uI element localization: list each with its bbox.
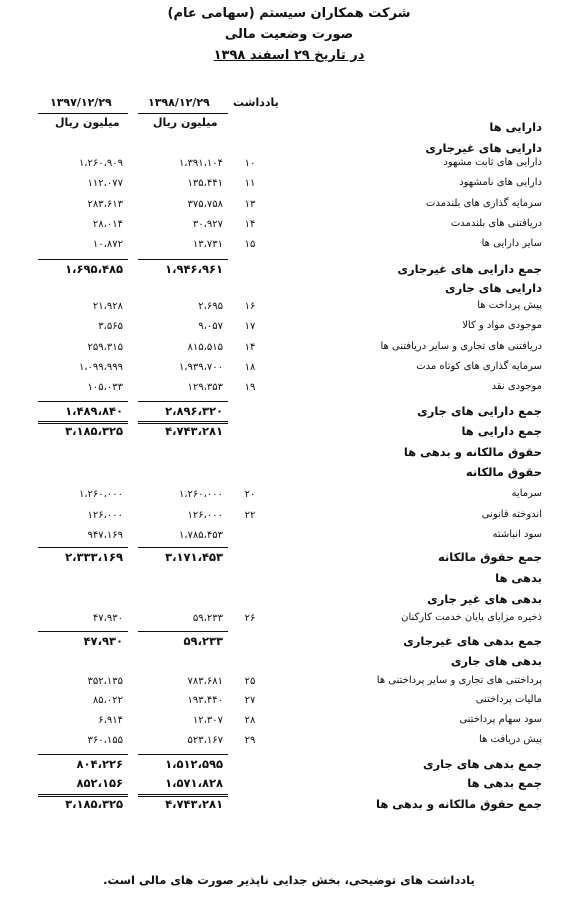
statement-section-row: [0, 571, 578, 591]
row-label: دارایی های غیرجاری: [425, 141, 542, 155]
value-current-year: ۱۲،۳۰۷: [192, 715, 223, 726]
row-note-number: ۱۶: [244, 301, 256, 312]
row-label: سرمایه گذاری های کوتاه مدت: [416, 361, 542, 372]
statement-line-row: [0, 218, 578, 238]
statement-title: صورت وضعیت مالی: [224, 27, 354, 42]
prior-year-underline: [38, 113, 128, 114]
current-total-rule: [138, 547, 228, 548]
value-current-year: ۱۳۵،۴۴۱: [187, 178, 223, 189]
statement-line-row: [0, 675, 578, 695]
row-label: مالیات پرداختنی: [475, 694, 542, 705]
current-year-underline: [138, 113, 228, 114]
statement-section-row: [0, 654, 578, 674]
value-current-year: ۳۰،۹۲۷: [192, 219, 223, 230]
statement-line-row: [0, 381, 578, 401]
column-header-note: یادداشت: [233, 96, 279, 109]
row-label: سایر دارایی ها: [481, 238, 542, 249]
statement-section-row: [0, 776, 578, 796]
row-label: پرداختنی های تجاری و سایر پرداختنی ها: [376, 675, 542, 686]
value-current-year: ۱،۵۱۲،۵۹۵: [165, 757, 223, 771]
statement-section-row: [0, 550, 578, 570]
row-label: سرمایه گذاری های بلندمدت: [426, 198, 542, 209]
prior-total-rule: [38, 754, 128, 755]
row-label: سود سهام پرداختنی: [459, 714, 542, 725]
company-name: شرکت همکاران سیستم (سهامی عام): [167, 6, 411, 21]
row-label: جمع حقوق مالکانه و بدهی ها: [376, 797, 542, 811]
statement-line-row: [0, 341, 578, 361]
value-current-year: ۲،۶۹۵: [198, 301, 223, 312]
row-label: پیش دریافت ها: [479, 734, 542, 745]
value-prior-year: ۸۵۲،۱۵۶: [76, 776, 123, 790]
value-prior-year: ۲۸،۰۱۴: [92, 219, 123, 230]
row-note-number: ۱۹: [244, 382, 256, 393]
row-label: سرمایه: [511, 488, 542, 499]
value-prior-year: ۳،۱۸۵،۳۲۵: [65, 797, 123, 811]
statement-line-row: [0, 529, 578, 549]
prior-total-rule: [38, 631, 128, 632]
row-note-number: ۱۵: [244, 239, 256, 250]
row-label: پیش پرداخت ها: [477, 300, 542, 311]
statement-line-row: [0, 157, 578, 177]
statement-line-row: [0, 612, 578, 632]
value-current-year: ۱۹۳،۴۴۰: [187, 695, 223, 706]
row-note-number: ۱۴: [244, 219, 256, 230]
row-label: ذخیره مزایای پایان خدمت کارکنان: [401, 612, 542, 623]
row-note-number: ۲۰: [244, 489, 256, 500]
value-current-year: ۵۹،۲۳۳: [192, 613, 223, 624]
statement-line-row: [0, 734, 578, 754]
value-prior-year: ۸۰۴،۲۲۶: [76, 757, 123, 771]
statement-line-row: [0, 320, 578, 340]
value-prior-year: ۱۱۲،۰۷۷: [87, 178, 123, 189]
value-prior-year: ۱،۴۸۹،۸۴۰: [65, 404, 123, 418]
value-prior-year: ۳،۱۸۵،۳۲۵: [65, 424, 123, 438]
prior-total-rule: [38, 547, 128, 548]
row-label: دریافتنی های تجاری و سایر دریافتنی ها: [380, 341, 542, 352]
row-note-number: ۱۷: [244, 321, 256, 332]
current-total-rule: [138, 259, 228, 260]
row-note-number: ۲۲: [244, 510, 256, 521]
row-note-number: ۲۶: [244, 613, 256, 624]
value-prior-year: ۴۷،۹۳۰: [92, 613, 123, 624]
value-prior-year: ۳۵۲،۱۳۵: [87, 676, 123, 687]
row-note-number: ۲۸: [244, 715, 256, 726]
row-label: جمع بدهی ها: [467, 776, 542, 790]
value-current-year: ۱۲۶،۰۰۰: [187, 510, 223, 521]
current-total-rule: [138, 631, 228, 632]
row-label: بدهی های غیر جاری: [427, 592, 542, 606]
value-prior-year: ۳،۵۶۵: [98, 321, 123, 332]
statement-section-row: [0, 424, 578, 444]
row-label: موجودی مواد و کالا: [462, 320, 542, 331]
value-current-year: ۴،۷۴۳،۲۸۱: [165, 797, 223, 811]
statement-section-row: [0, 465, 578, 485]
row-note-number: ۲۵: [244, 676, 256, 687]
statement-section-row: [0, 120, 578, 140]
row-note-number: ۲۷: [244, 695, 256, 706]
row-label: حقوق مالکانه و بدهی ها: [403, 445, 542, 459]
value-current-year: ۷۸۳،۶۸۱: [187, 676, 223, 687]
row-label: دارایی ها: [489, 120, 542, 134]
value-prior-year: ۲۱،۹۲۸: [92, 301, 123, 312]
statement-line-row: [0, 300, 578, 320]
row-label: جمع دارایی های غیرجاری: [397, 262, 542, 276]
value-current-year: ۴،۷۴۳،۲۸۱: [165, 424, 223, 438]
statement-line-row: [0, 694, 578, 714]
row-label: جمع بدهی های جاری: [422, 757, 542, 771]
statement-line-row: [0, 238, 578, 258]
value-current-year: ۱،۹۳۹،۷۰۰: [178, 362, 223, 373]
statement-line-row: [0, 177, 578, 197]
row-note-number: ۲۹: [244, 735, 256, 746]
value-current-year: ۵۲۳،۱۶۷: [187, 735, 223, 746]
column-header-current-year: ۱۳۹۸/۱۲/۲۹: [148, 96, 210, 109]
row-label: دارایی های نامشهود: [459, 177, 542, 188]
value-prior-year: ۲۸۳،۶۱۳: [87, 199, 123, 210]
value-current-year: ۱،۷۸۵،۴۵۳: [178, 530, 223, 541]
value-current-year: ۱،۵۷۱،۸۲۸: [165, 776, 223, 790]
row-label: سود انباشته: [492, 529, 542, 540]
column-unit-prior: میلیون ریال: [55, 116, 120, 129]
row-note-number: ۱۳: [244, 199, 256, 210]
value-prior-year: ۲۵۹،۳۱۵: [87, 342, 123, 353]
value-prior-year: ۱،۰۹۹،۹۹۹: [78, 362, 123, 373]
prior-total-rule: [38, 401, 128, 402]
row-label: موجودی نقد: [491, 381, 542, 392]
statement-section-row: [0, 797, 578, 817]
value-current-year: ۱،۲۶۰،۰۰۰: [178, 489, 223, 500]
current-total-rule: [138, 401, 228, 402]
row-label: جمع بدهی های غیرجاری: [403, 634, 542, 648]
statement-line-row: [0, 361, 578, 381]
value-prior-year: ۱۲۶،۰۰۰: [87, 510, 123, 521]
value-current-year: ۹،۰۵۷: [198, 321, 223, 332]
value-current-year: ۱،۹۴۶،۹۶۱: [165, 262, 223, 276]
statement-section-row: [0, 281, 578, 301]
statement-section-row: [0, 634, 578, 654]
statement-section-row: [0, 445, 578, 465]
row-note-number: ۱۱: [244, 178, 256, 189]
value-prior-year: ۱۰،۸۷۲: [92, 239, 123, 250]
row-label: جمع دارایی های جاری: [417, 404, 542, 418]
value-current-year: ۱۳،۷۳۱: [192, 239, 223, 250]
value-prior-year: ۱،۲۶۰،۹۰۹: [78, 158, 123, 169]
row-label: دارایی های جاری: [445, 281, 542, 295]
statement-line-row: [0, 198, 578, 218]
value-prior-year: ۹۴۷،۱۶۹: [87, 530, 123, 541]
row-note-number: ۱۴: [244, 342, 256, 353]
row-label: اندوخته قانونی: [481, 509, 542, 520]
column-header-prior-year: ۱۳۹۷/۱۲/۲۹: [50, 96, 112, 109]
row-label: جمع دارایی ها: [461, 424, 542, 438]
value-current-year: ۸۱۵،۵۱۵: [187, 342, 223, 353]
value-current-year: ۵۹،۲۳۳: [183, 634, 223, 648]
row-label: بدهی ها: [495, 571, 542, 585]
statement-line-row: [0, 714, 578, 734]
statement-section-row: [0, 757, 578, 777]
statement-date: در تاریخ ۲۹ اسفند ۱۳۹۸: [213, 48, 365, 63]
statement-line-row: [0, 488, 578, 508]
value-current-year: ۲،۸۹۶،۳۲۰: [165, 404, 223, 418]
value-prior-year: ۲،۳۳۳،۱۶۹: [65, 550, 123, 564]
value-prior-year: ۶،۹۱۴: [98, 715, 123, 726]
row-label: دارایی های ثابت مشهود: [443, 157, 542, 168]
value-prior-year: ۸۵،۰۲۲: [92, 695, 123, 706]
row-label: جمع حقوق مالکانه: [438, 550, 542, 564]
statement-section-row: [0, 592, 578, 612]
row-label: بدهی های جاری: [450, 654, 542, 668]
value-current-year: ۳۷۵،۷۵۸: [187, 199, 223, 210]
footnote: یادداشت های توضیحی، بخش جدایی ناپذیر صورت های مالی است.: [103, 873, 475, 887]
statement-section-row: [0, 262, 578, 282]
row-note-number: ۱۰: [244, 158, 256, 169]
value-prior-year: ۱،۶۹۵،۴۸۵: [65, 262, 123, 276]
current-total-rule: [138, 754, 228, 755]
value-current-year: ۳،۱۷۱،۴۵۳: [165, 550, 223, 564]
prior-total-rule: [38, 259, 128, 260]
value-current-year: ۱۲۹،۳۵۳: [187, 382, 223, 393]
row-note-number: ۱۸: [244, 362, 256, 373]
row-label: دریافتنی های بلندمدت: [450, 218, 542, 229]
value-current-year: ۱،۳۹۱،۱۰۴: [178, 158, 223, 169]
row-label: حقوق مالکانه: [465, 465, 542, 479]
column-unit-current: میلیون ریال: [153, 116, 218, 129]
value-prior-year: ۱۰۵،۰۳۳: [87, 382, 123, 393]
value-prior-year: ۴۷،۹۳۰: [83, 634, 123, 648]
value-prior-year: ۳۶۰،۱۵۵: [87, 735, 123, 746]
value-prior-year: ۱،۲۶۰،۰۰۰: [78, 489, 123, 500]
statement-line-row: [0, 509, 578, 529]
